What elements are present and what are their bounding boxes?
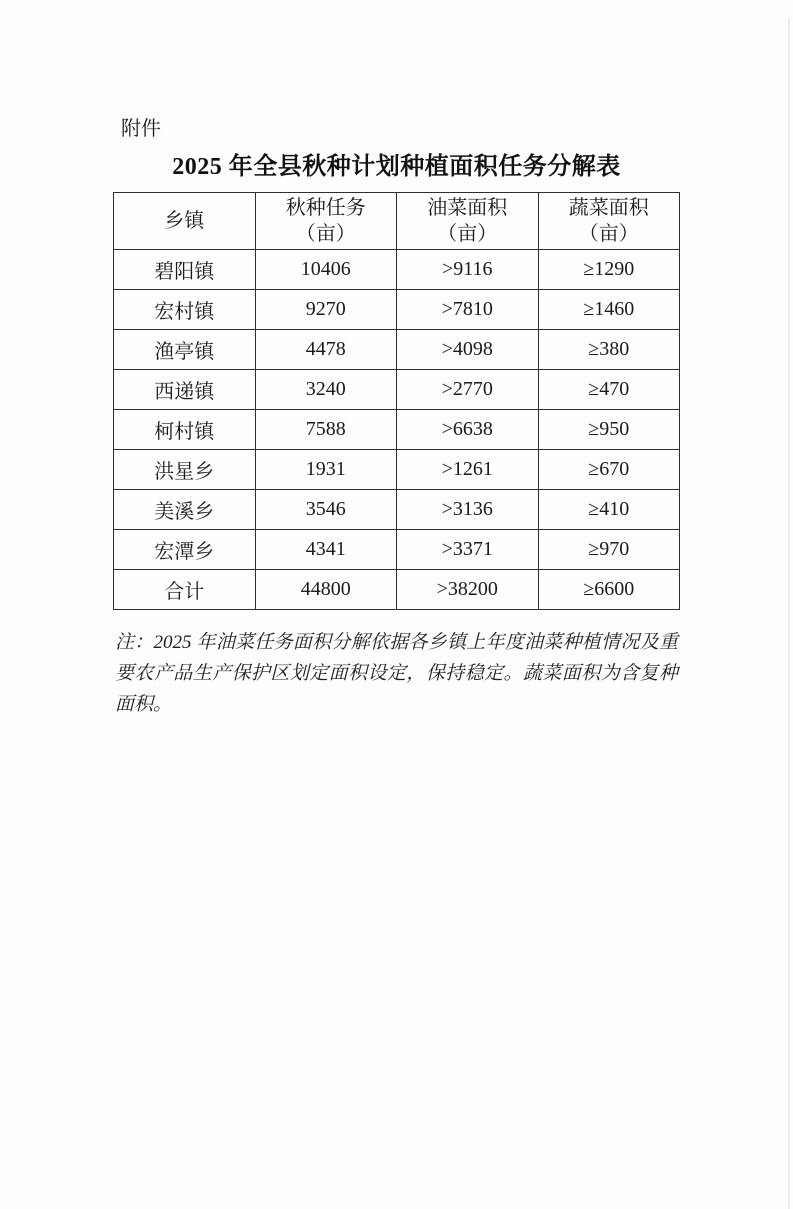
page-title: 2025 年全县秋种计划种植面积任务分解表: [172, 154, 621, 180]
autumn-task-cell: 44800: [255, 570, 397, 610]
column-unit: （亩）: [578, 223, 639, 245]
vegetable-area-cell: ≥410: [538, 490, 680, 530]
vegetable-area-cell: ≥470: [538, 370, 680, 410]
rapeseed-area-cell: >3371: [397, 530, 539, 570]
rapeseed-area-cell: >2770: [397, 370, 539, 410]
rapeseed-area-cell: >38200: [397, 570, 539, 610]
table-body: [114, 250, 680, 610]
rapeseed-area-cell: >3136: [397, 490, 539, 530]
table-row: [114, 450, 680, 490]
table-row: [114, 370, 680, 410]
autumn-task-cell: 1931: [255, 450, 397, 490]
township-cell: 碧阳镇: [114, 250, 256, 290]
autumn-task-cell: 4478: [255, 330, 397, 370]
table-header: [114, 193, 680, 250]
table-row: [114, 330, 680, 370]
township-cell: 宏潭乡: [114, 530, 256, 570]
autumn-task-cell: 4341: [255, 530, 397, 570]
vegetable-area-cell: ≥6600: [538, 570, 680, 610]
document-content: [113, 117, 680, 720]
township-cell: 合计: [114, 570, 256, 610]
rapeseed-area-cell: >9116: [397, 250, 539, 290]
rapeseed-area-cell: >6638: [397, 410, 539, 450]
column-header-rapeseed-area: [397, 193, 539, 250]
township-cell: 洪星乡: [114, 450, 256, 490]
rapeseed-area-cell: >4098: [397, 330, 539, 370]
vegetable-area-cell: ≥950: [538, 410, 680, 450]
township-cell: 渔亭镇: [114, 330, 256, 370]
table-row: [114, 250, 680, 290]
vegetable-area-cell: ≥970: [538, 530, 680, 570]
table-row: [114, 530, 680, 570]
vegetable-area-cell: ≥670: [538, 450, 680, 490]
autumn-task-cell: 3240: [255, 370, 397, 410]
scan-edge-artifact: [788, 18, 790, 1209]
table-row: [114, 410, 680, 450]
township-cell: 宏村镇: [114, 290, 256, 330]
township-cell: 柯村镇: [114, 410, 256, 450]
rapeseed-area-cell: >7810: [397, 290, 539, 330]
autumn-task-cell: 7588: [255, 410, 397, 450]
column-label: 乡镇: [164, 210, 205, 232]
header-row: [114, 193, 680, 250]
column-unit: （亩）: [295, 223, 356, 245]
vegetable-area-cell: ≥1460: [538, 290, 680, 330]
table-row: [114, 490, 680, 530]
column-header-vegetable-area: [538, 193, 680, 250]
attachment-label: 附件: [121, 118, 161, 140]
column-label: 油菜面积: [427, 197, 508, 219]
column-header-township: [114, 193, 256, 250]
township-cell: 西递镇: [114, 370, 256, 410]
autumn-task-cell: 3546: [255, 490, 397, 530]
footnote: 注：2025 年油菜任务面积分解依据各乡镇上年度油菜种植情况及重要农产品生产保护区划定面积设定，保持稳定。蔬菜面积为含复种面积。: [115, 632, 678, 715]
planting-task-table: [113, 192, 680, 610]
autumn-task-cell: 9270: [255, 290, 397, 330]
rapeseed-area-cell: >1261: [397, 450, 539, 490]
column-label: 秋种任务: [285, 197, 366, 219]
autumn-task-cell: 10406: [255, 250, 397, 290]
column-label: 蔬菜面积: [568, 197, 649, 219]
vegetable-area-cell: ≥380: [538, 330, 680, 370]
column-unit: （亩）: [437, 223, 498, 245]
column-header-autumn-task: [255, 193, 397, 250]
total-row: [114, 570, 680, 610]
vegetable-area-cell: ≥1290: [538, 250, 680, 290]
table-row: [114, 290, 680, 330]
township-cell: 美溪乡: [114, 490, 256, 530]
